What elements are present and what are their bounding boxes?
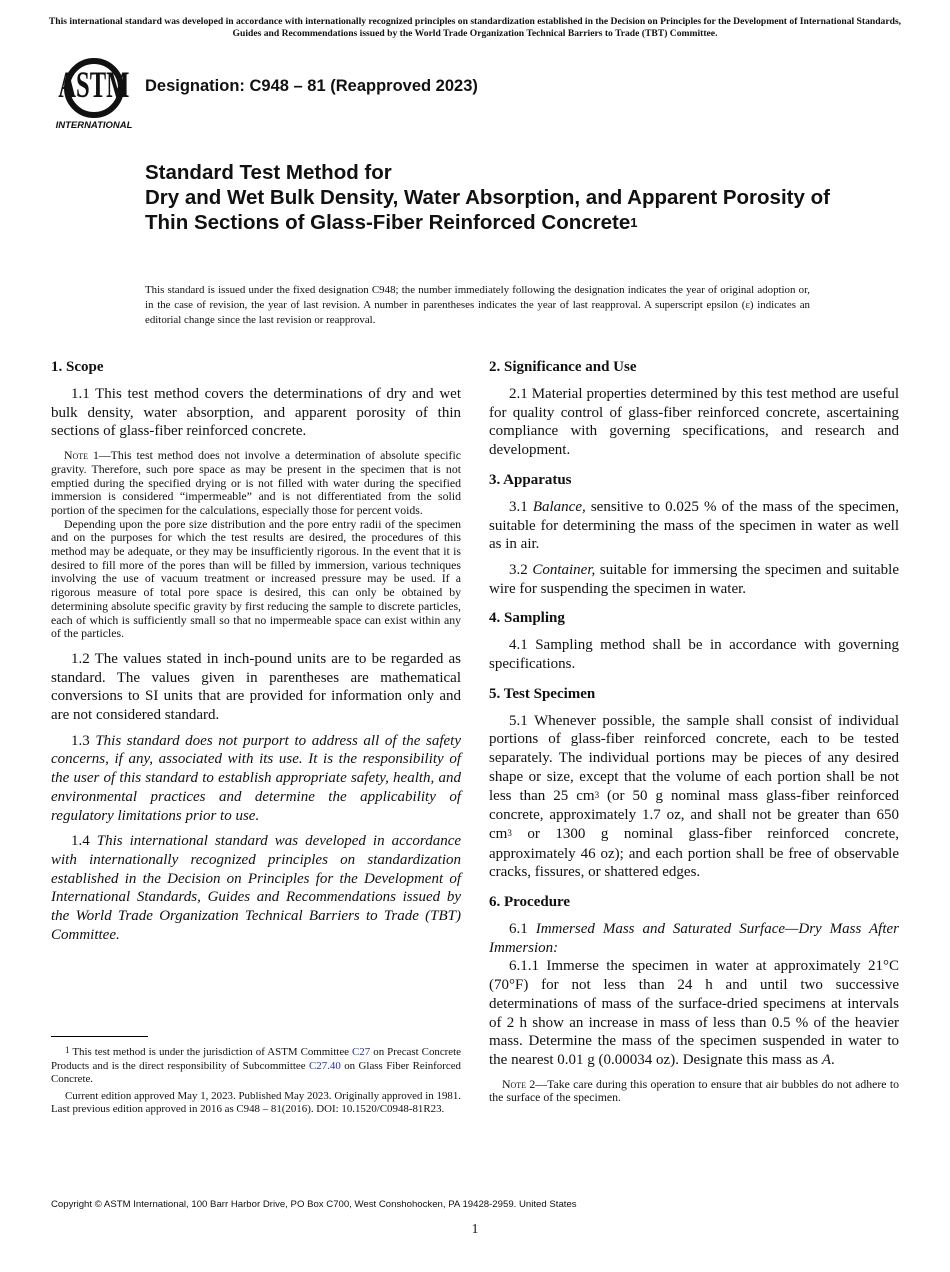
footnote-1-c: on Glass Fiber Reinforced Concrete. (51, 1059, 461, 1085)
paragraph-6-1-1-text: 6.1.1 Immerse the specimen in water at approximately 21°C (70°F) for not less than 24 h and until two successive determinations of mass of the surface-dried specimens at intervals of 2 h show an increase in mass of less than 0.5 % of the heavier mass. Determine the mass of the specimen suspended in water to the nearest 0.01 g (0.00034 oz). Designate this mass as (489, 958, 899, 1068)
title-main (145, 185, 845, 237)
paragraph-6-1-1 (489, 957, 899, 1069)
paragraph-5-1 (489, 712, 899, 882)
paragraph-1-4-number: 1.4 (71, 833, 97, 850)
paragraph-1-4 (51, 832, 461, 944)
subcommittee-c27-40-link[interactable]: C27.40 (309, 1059, 341, 1072)
astm-logo (52, 56, 136, 132)
paragraph-6-1-1-end: . (831, 1051, 835, 1068)
note-1-text: 1—This test method does not involve a determination of absolute specific gravity. Therefore, such pore space as may be present in the specimen that is not emptied during the specified drying or is not filled with water during the specified immersion is considered “impermeable” and is not differentiated from the solid portion of the specimen for the calculations, especially those for percent voids. (51, 448, 461, 517)
section-heading-significance: 2. Significance and Use (489, 359, 637, 375)
paragraph-3-1-term: Balance, (532, 498, 586, 515)
paragraph-6-1-1-variable: A (821, 1051, 832, 1068)
paragraph-3-2-number: 3.2 (509, 561, 533, 578)
document-title (145, 160, 845, 237)
paragraph-3-2-text: suitable for immersing the specimen and suitable wire for suspending the specimen in water. (489, 561, 899, 597)
copyright: Copyright © ASTM International, 100 Barr Harbor Drive, PO Box C700, West Conshohocken, PA 19428-2959. United States (51, 1199, 577, 1210)
paragraph-5-1-sup-2: 3 (507, 827, 512, 838)
paragraph-3-1 (489, 498, 899, 554)
paragraph-5-1-a: 5.1 Whenever possible, the sample shall consist of individual portions of glass-fiber reinforced concrete, each to be tested separately. The individual portions may be pieces of any desired shape or size, except that the volume of each portion shall be not less than 25 cm (489, 712, 899, 804)
note-1-p2: Depending upon the pore size distribution and the pore entry radii of the specimen and on the purposes for which the test results are desired, the procedures of this method may be adequate, or they may be insufficiently rigorous. In the event that it is desired to fill more of the pores than will be filled by immersion, various techniques involving the use of vacuum treatment or increased pressure may be used. If a rigorous measure of total pore space is desired, this can only be obtained by determining absolute specific gravity by first reducing the sample to discrete particles, each of which is sufficiently small so that no impermeable space can exist within any of the particles. (51, 516, 461, 641)
note-1-label: Note (64, 448, 89, 463)
footnote-1-b: on Precast Concrete Products and is the direct responsibility of Subcommittee (51, 1046, 461, 1072)
designation: Designation: C948 – 81 (Reapproved 2023) (145, 77, 478, 95)
title-line-1: Standard Test Method for (145, 161, 392, 184)
section-heading-procedure: 6. Procedure (489, 894, 571, 911)
note-2 (489, 1078, 899, 1105)
paragraph-5-1-sup-1: 3 (594, 789, 600, 800)
section-heading-test-specimen: 5. Test Specimen (489, 685, 596, 702)
paragraph-1-2: 1.2 The values stated in inch-pound units are to be regarded as standard. The values given in parentheses are mathematical conversions to SI units that are provided for information only and are not considered standard. (51, 650, 461, 724)
paragraph-6-1-text: Immersed Mass and Saturated Surface—Dry Mass After Immersion: (489, 921, 900, 956)
title-line-2: Dry and Wet Bulk Density, Water Absorption, and Apparent Porosity of Thin Sections of Glass-Fiber Reinforced Concrete (145, 186, 830, 234)
note-1 (51, 449, 461, 641)
section-heading-sampling: 4. Sampling (489, 610, 565, 627)
paragraph-2-1: 2.1 Material properties determined by this test method are useful for quality control of glass-fiber reinforced concrete, ascertaining compliance with governing specifications, and research and development. (489, 386, 899, 459)
note-2-label: Note (502, 1076, 527, 1091)
paragraph-3-1-number: 3.1 (509, 498, 533, 515)
note-2-p1 (489, 1078, 899, 1105)
committee-c27-link[interactable]: C27 (352, 1046, 371, 1058)
footnote-1 (51, 1046, 461, 1087)
paragraph-3-2-term: Container, (532, 561, 596, 578)
paragraph-5-1-c: or 1300 g nominal glass-fiber reinforced concrete, approximately 46 oz); and each portion shall be free of observable cracks, fissures, or shattered edges. (489, 825, 899, 881)
section-heading-apparatus: 3. Apparatus (489, 471, 572, 488)
logo-subtext: INTERNATIONAL (55, 120, 133, 131)
paragraph-6-1 (489, 920, 899, 957)
title-footnote-mark: 1 (630, 215, 638, 230)
footnotes (51, 1046, 461, 1120)
footnote-1-mark: 1 (65, 1045, 70, 1055)
left-column (51, 357, 461, 952)
logo-text: ASTM (58, 64, 130, 106)
paragraph-1-1: 1.1 This test method covers the determinations of dry and wet bulk density, water absorption, and apparent porosity of thin sections of glass-fiber reinforced concrete. (51, 386, 461, 440)
top-notice: This international standard was developed in accordance with internationally recognized principles on standardization established in the Decision on Principles for the Development of International Standards, Guides and Recommendations issued by the World Trade Organization Technical Barriers to Trade (TBT) Committee. (48, 16, 902, 39)
paragraph-3-1-text: sensitive to 0.025 % of the mass of the specimen, suitable for determining the mass of the specimen in water as well as in air. (489, 498, 900, 553)
paragraph-1-3 (51, 732, 461, 826)
paragraph-6-1-number: 6.1 (509, 921, 536, 938)
issued-statement: This standard is issued under the fixed designation C948; the number immediately following the designation indicates the year of original adoption or, in the case of revision, the year of last revision. A number in parentheses indicates the year of last reapproval. A superscript epsilon (ε) indicates an editorial change since the last revision or reapproval. (145, 284, 810, 326)
paragraph-4-1: 4.1 Sampling method shall be in accordance with governing specifications. (489, 637, 899, 673)
footnote-divider (51, 1036, 148, 1037)
paragraph-3-2 (489, 561, 899, 598)
note-2-text: 2—Take care during this operation to ensure that air bubbles do not adhere to the surface of the specimen. (489, 1076, 899, 1105)
paragraph-5-1-b: (or 50 g nominal mass glass-fiber reinforced concrete, approximately 1.7 oz, and shall not be greater than 650 cm (489, 787, 899, 842)
paragraph-1-4-text: This international standard was developed in accordance with internationally recognized principles on standardization established in the Decision on Principles for the Development of International Standards, Guides and Recommendations issued by the World Trade Organization Technical Barriers to Trade (TBT) Committee. (51, 833, 462, 943)
footnote-2: Current edition approved May 1, 2023. Published May 2023. Originally approved in 1981. Last previous edition approved in 2016 as C948 – 81(2016). DOI: 10.1520/C0948-81R23. (51, 1089, 461, 1115)
section-heading-scope: 1. Scope (51, 359, 104, 375)
right-column (489, 357, 899, 1114)
paragraph-1-3-text: This standard does not purport to address all of the safety concerns, if any, associated with its use. It is the responsibility of the user of this standard to establish appropriate safety, health, and environmental practices and determine the applicability of regulatory limitations prior to use. (51, 732, 462, 824)
page-number: 1 (471, 1221, 479, 1236)
note-1-p1 (51, 449, 461, 518)
paragraph-1-3-number: 1.3 (71, 732, 96, 749)
footnote-1-a: This test method is under the jurisdiction of ASTM Committee (69, 1046, 353, 1058)
